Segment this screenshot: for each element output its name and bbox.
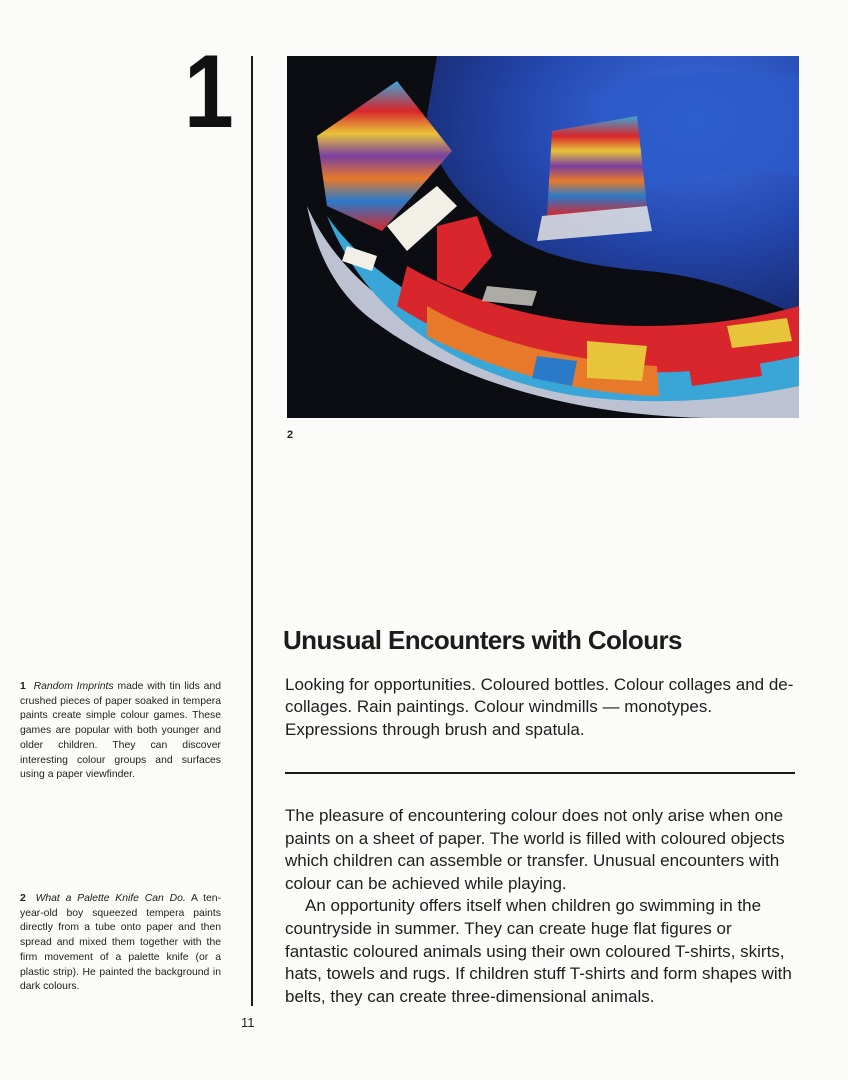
caption-2-title: What a Palette Knife Can Do.: [35, 893, 186, 904]
caption-2-text: A ten-year-old boy squeezed tempera paints directly from a tube onto paper and then spread and mixed them together with the firm movement of a palette knife (or a plastic strip). He painted the background in dark colours.: [20, 893, 221, 993]
caption-1-title: Random Imprints: [33, 681, 114, 692]
body-text: [285, 805, 797, 1008]
body-paragraph: The pleasure of encountering colour does not only arise when one paints on a sheet of paper. The world is filled with coloured objects which children can assemble or transfer. Unusual encounters with colour can be achieved while playing.: [285, 806, 785, 893]
caption-2-number: 2: [20, 893, 26, 904]
intro-text: Looking for opportunities. Coloured bottles. Colour collages and de-collages. Rain paintings. Colour windmills — monotypes. Expressions through brush and spatula.: [285, 675, 794, 739]
caption-1-number: 1: [20, 681, 26, 692]
body-paragraph: An opportunity offers itself when children go swimming in the countryside in summer. They can create huge flat figures or fantastic coloured animals using their own coloured T-shirts, skirts, hats, towels and rugs. If children stuff T-shirts and form shapes with belts, they can create three-dimensional animals.: [285, 896, 792, 1006]
section-heading: Unusual Encounters with Colours: [283, 625, 682, 655]
page-number: 11: [241, 1015, 255, 1030]
figure-label: 2: [287, 429, 294, 441]
chapter-number: 1: [183, 34, 232, 150]
artwork-image: [287, 56, 799, 418]
horizontal-rule: [285, 772, 795, 774]
caption-1: [20, 680, 221, 783]
palette-knife-painting: [287, 56, 799, 418]
vertical-rule: [251, 56, 253, 1006]
caption-2: [20, 892, 221, 995]
caption-1-text: made with tin lids and crushed pieces of paper soaked in tempera paints create simple colour games. These games are popular with both younger and older children. They can discover interesting colour groups and surfaces using a paper viewfinder.: [20, 681, 222, 781]
